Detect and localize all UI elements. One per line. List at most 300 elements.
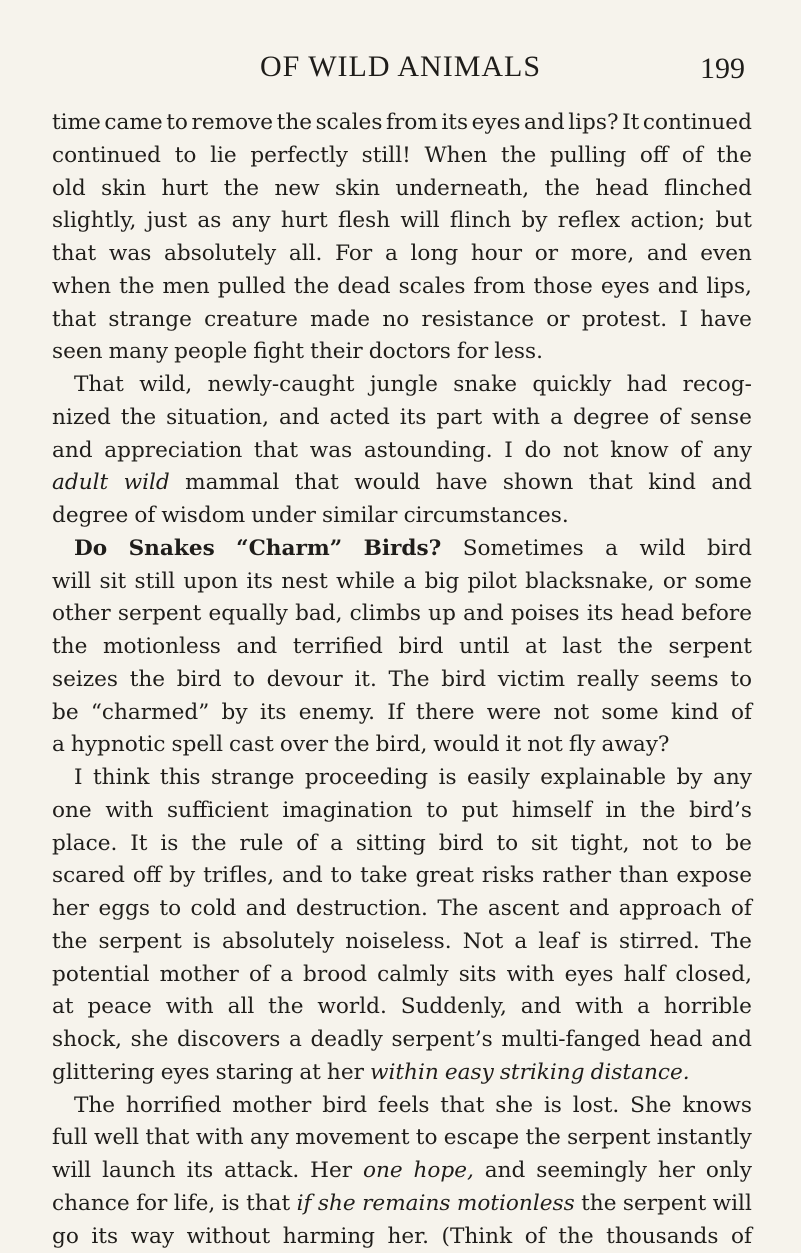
word: place.: [52, 828, 117, 861]
word: before: [681, 598, 752, 631]
word: that: [246, 1188, 290, 1221]
word: and: [246, 893, 287, 926]
word: the: [545, 173, 580, 206]
word: multi-fanged: [501, 1024, 640, 1057]
word: discovers: [177, 1024, 280, 1057]
text-line: [52, 402, 752, 435]
word: many: [109, 336, 168, 369]
word: her: [658, 1155, 695, 1188]
word: sit: [100, 566, 127, 599]
word: is: [544, 1090, 562, 1123]
word: and: [521, 991, 562, 1024]
word: by: [521, 205, 547, 238]
word: her.: [388, 1221, 430, 1253]
word: but: [716, 205, 752, 238]
word: the: [581, 1188, 616, 1221]
word: there: [416, 697, 474, 730]
word: with: [105, 795, 153, 828]
word: resistance: [422, 304, 535, 337]
word: The: [74, 1090, 115, 1123]
word: to: [175, 140, 197, 173]
word: that: [145, 1122, 189, 1155]
word: think: [93, 762, 149, 795]
word: destruction.: [296, 893, 428, 926]
word: reflex: [558, 205, 620, 238]
word: some: [695, 566, 752, 599]
word: the: [558, 1221, 593, 1253]
text-line: [52, 664, 752, 697]
word: and: [647, 238, 688, 271]
word: imagination: [282, 795, 412, 828]
word: motionless: [103, 631, 221, 664]
text-line: [52, 467, 752, 500]
word: Do: [74, 533, 107, 566]
word: was: [310, 435, 352, 468]
word: or: [663, 566, 686, 599]
text-line: [52, 205, 752, 238]
word: will: [400, 205, 439, 238]
word: is: [193, 926, 211, 959]
word: the: [501, 140, 536, 173]
word: For: [335, 238, 372, 271]
word: protest.: [582, 304, 667, 337]
word: and: [711, 467, 752, 500]
text-line: [52, 238, 752, 271]
word: the: [119, 271, 154, 304]
word: hope,: [414, 1155, 474, 1188]
word: a: [403, 566, 416, 599]
word: eyes: [565, 959, 614, 992]
word: horrified: [126, 1090, 221, 1123]
word: sufficient: [167, 795, 269, 828]
word: to: [331, 860, 353, 893]
word: harming: [283, 1221, 375, 1253]
word: the: [334, 729, 369, 762]
word: still!: [362, 140, 411, 173]
word: terrified: [293, 631, 383, 664]
word: flesh: [338, 205, 390, 238]
word: were: [487, 697, 541, 730]
text-line: [52, 271, 752, 304]
word: the: [52, 926, 87, 959]
word: she: [131, 1024, 169, 1057]
word: flinched: [664, 173, 752, 206]
word: really: [577, 664, 639, 697]
word: a: [52, 729, 65, 762]
word: climbs: [350, 598, 421, 631]
word: will: [52, 566, 91, 599]
word: nized: [52, 402, 111, 435]
word: It: [622, 107, 639, 140]
word: not: [553, 697, 589, 730]
word: snake: [453, 369, 517, 402]
word: big: [425, 566, 460, 599]
word: seizes: [52, 664, 118, 697]
word: easy: [445, 1057, 494, 1090]
word: of: [731, 893, 752, 926]
word: easily: [467, 762, 530, 795]
word: mammal: [185, 467, 279, 500]
word: of: [296, 828, 317, 861]
word: the: [294, 271, 329, 304]
word: a: [289, 1024, 302, 1057]
word: escape: [444, 1122, 519, 1155]
word: know: [610, 435, 668, 468]
word: people: [174, 336, 247, 369]
text-line: [52, 1221, 752, 1253]
text-line: [52, 893, 752, 926]
word: all: [228, 991, 255, 1024]
text-line: [52, 1057, 752, 1090]
text-line: [52, 533, 752, 566]
word: the: [525, 1122, 560, 1155]
word: brood: [303, 959, 367, 992]
word: to: [496, 828, 518, 861]
text-line: [52, 697, 752, 730]
word: hurt: [281, 205, 328, 238]
word: no: [382, 304, 409, 337]
text-line: [52, 369, 752, 402]
word: hour: [471, 238, 522, 271]
word: risks: [482, 860, 534, 893]
word: life,: [174, 1188, 215, 1221]
word: action;: [630, 205, 705, 238]
text-line: [52, 926, 752, 959]
word: a: [637, 991, 650, 1024]
word: that: [52, 304, 96, 337]
word: away?: [602, 729, 670, 762]
word: a: [605, 533, 618, 566]
word: of: [659, 402, 680, 435]
word: had: [627, 369, 668, 402]
word: that: [295, 467, 339, 500]
word: when: [52, 271, 111, 304]
word: perfectly: [250, 140, 348, 173]
word: equally: [208, 598, 287, 631]
word: When: [424, 140, 487, 173]
word: with: [166, 991, 214, 1024]
text-line: [52, 566, 752, 599]
word: for: [136, 1188, 167, 1221]
word: any: [250, 1122, 289, 1155]
word: pulling: [550, 140, 626, 173]
word: last: [562, 631, 602, 664]
word: I: [74, 762, 83, 795]
word: put: [462, 795, 498, 828]
text-line: [52, 828, 752, 861]
running-title: OF WILD ANIMALS: [0, 50, 801, 84]
word: is: [222, 1188, 240, 1221]
word: the: [224, 173, 259, 206]
word: bird’s: [689, 795, 752, 828]
word: motionless: [457, 1188, 575, 1221]
word: the: [130, 664, 165, 697]
word: thousands: [606, 1221, 718, 1253]
word: seemingly: [536, 1155, 647, 1188]
word: The: [437, 893, 478, 926]
word: similar: [322, 500, 397, 533]
word: wisdom: [161, 500, 245, 533]
word: will: [52, 1155, 91, 1188]
text-line: [52, 1155, 752, 1188]
word: by: [676, 762, 702, 795]
text-line: [52, 1024, 752, 1057]
word: if: [297, 1188, 312, 1221]
word: its: [187, 1155, 214, 1188]
word: the: [121, 402, 156, 435]
word: serpent’s: [391, 1024, 492, 1057]
word: instantly: [657, 1122, 752, 1155]
word: less.: [494, 336, 543, 369]
word: in: [606, 795, 627, 828]
word: attack.: [224, 1155, 299, 1188]
word: not: [527, 729, 563, 762]
word: with: [575, 991, 623, 1024]
word: scared: [52, 860, 125, 893]
word: came: [104, 107, 162, 140]
word: situation,: [166, 402, 269, 435]
word: lips,: [706, 271, 752, 304]
word: not: [563, 435, 599, 468]
word: head: [649, 1024, 702, 1057]
word: any: [713, 435, 752, 468]
word: the: [717, 140, 752, 173]
word: wild,: [139, 369, 192, 402]
word: newly-caught: [208, 369, 355, 402]
word: serpent: [118, 598, 201, 631]
word: the: [268, 991, 303, 1024]
word: do: [524, 435, 551, 468]
text-line: [52, 991, 752, 1024]
word: or: [535, 238, 558, 271]
word: its: [587, 598, 614, 631]
word: of: [525, 1221, 546, 1253]
word: a: [550, 402, 563, 435]
word: to: [730, 664, 752, 697]
word: with: [492, 402, 540, 435]
word: kind: [671, 697, 719, 730]
word: and: [282, 860, 323, 893]
word: potential: [52, 959, 150, 992]
word: kind: [648, 467, 696, 500]
text-line: [52, 598, 752, 631]
word: Sometimes: [463, 533, 584, 566]
word: explainable: [540, 762, 666, 795]
text-line: [52, 1188, 752, 1221]
word: that: [589, 467, 633, 500]
running-head: [0, 50, 801, 90]
word: Suddenly,: [401, 991, 507, 1024]
text-line: [52, 631, 752, 664]
word: to: [416, 1122, 438, 1155]
text-line: [52, 435, 752, 468]
word: up: [428, 598, 456, 631]
word: great: [415, 860, 473, 893]
text-line: [52, 795, 752, 828]
word: ascent: [488, 893, 559, 926]
word: off: [640, 140, 668, 173]
word: acted: [330, 402, 390, 435]
word: world.: [317, 991, 386, 1024]
word: degree: [573, 402, 649, 435]
word: head: [595, 173, 648, 206]
word: by: [222, 697, 248, 730]
word: bird: [439, 828, 484, 861]
word: not: [642, 828, 678, 861]
page-number: 199: [700, 52, 745, 86]
word: all.: [289, 238, 323, 271]
word: seems: [650, 664, 718, 697]
word: bird: [177, 664, 222, 697]
word: recog-: [683, 369, 752, 402]
word: flinch: [450, 205, 511, 238]
word: slightly,: [52, 205, 136, 238]
word: to: [166, 107, 188, 140]
word: one: [52, 795, 92, 828]
word: was: [109, 238, 151, 271]
word: more,: [571, 238, 634, 271]
word: any: [713, 762, 752, 795]
word: astounding.: [364, 435, 493, 468]
word: calmly: [377, 959, 448, 992]
word: at: [52, 991, 74, 1024]
word: off: [133, 860, 161, 893]
word: wild: [639, 533, 685, 566]
word: and: [485, 1155, 526, 1188]
word: at: [299, 1057, 321, 1090]
word: time: [52, 107, 101, 140]
word: with: [196, 1122, 244, 1155]
word: trifles,: [203, 860, 274, 893]
word: over: [280, 729, 328, 762]
word: cold: [191, 893, 237, 926]
text-line: [52, 959, 752, 992]
word: of: [731, 697, 752, 730]
word: knows: [682, 1090, 752, 1123]
word: doctors: [369, 336, 451, 369]
word: its: [441, 107, 468, 140]
word: bird: [322, 1090, 367, 1123]
text-line: [52, 140, 752, 173]
word: serpent: [98, 926, 181, 959]
word: remove: [192, 107, 274, 140]
word: be: [52, 697, 79, 730]
word: quickly: [532, 369, 611, 402]
word: for: [457, 336, 488, 369]
word: take: [360, 860, 407, 893]
word: poises: [511, 598, 580, 631]
word: of: [134, 500, 155, 533]
word: and: [463, 598, 504, 631]
word: some: [601, 697, 658, 730]
word: the: [640, 795, 675, 828]
word: her: [52, 893, 89, 926]
word: staring: [216, 1057, 294, 1090]
word: by: [169, 860, 195, 893]
word: its: [246, 566, 273, 599]
word: Her: [310, 1155, 352, 1188]
word: She: [630, 1090, 671, 1123]
word: to: [159, 893, 181, 926]
word: eyes: [472, 107, 521, 140]
word: striking: [500, 1057, 585, 1090]
word: noiseless.: [345, 926, 451, 959]
word: pilot: [468, 566, 517, 599]
word: peace: [87, 991, 151, 1024]
word: will: [713, 1188, 752, 1221]
word: Not: [463, 926, 504, 959]
word: of: [249, 959, 270, 992]
word: “Charm”: [236, 533, 342, 566]
word: the: [52, 631, 87, 664]
word: hypnotic: [71, 729, 166, 762]
word: long: [411, 238, 459, 271]
word: other: [52, 598, 111, 631]
word: from: [474, 271, 526, 304]
word: the: [618, 631, 653, 664]
word: rather: [542, 860, 611, 893]
word: dead: [337, 271, 390, 304]
word: upon: [183, 566, 238, 599]
word: a: [330, 828, 343, 861]
word: eyes: [161, 1057, 210, 1090]
word: and: [524, 107, 565, 140]
word: than: [619, 860, 668, 893]
text-line: [52, 304, 752, 337]
word: distance.: [591, 1057, 690, 1090]
word: It: [130, 828, 147, 861]
text-line: [52, 762, 752, 795]
word: fight: [253, 336, 304, 369]
word: of: [682, 140, 703, 173]
word: is: [590, 926, 608, 959]
word: go: [52, 1221, 79, 1253]
word: have: [700, 304, 752, 337]
word: the: [191, 828, 226, 861]
word: remains: [362, 1188, 450, 1221]
word: its: [91, 1221, 118, 1253]
word: its: [260, 697, 287, 730]
word: and: [569, 893, 610, 926]
word: himself: [512, 795, 592, 828]
word: tight,: [571, 828, 630, 861]
word: closed,: [675, 959, 752, 992]
word: bird: [707, 533, 752, 566]
word: and: [52, 435, 93, 468]
text-line: [52, 1090, 752, 1123]
word: its: [400, 402, 427, 435]
text-line: [52, 1122, 752, 1155]
word: skin: [335, 173, 380, 206]
word: half: [624, 959, 666, 992]
word: under: [251, 500, 316, 533]
word: deadly: [310, 1024, 382, 1057]
word: Snakes: [129, 533, 215, 566]
word: underneath,: [395, 173, 529, 206]
word: to: [426, 795, 448, 828]
word: and: [237, 631, 278, 664]
word: it: [506, 729, 522, 762]
word: and: [711, 1024, 752, 1057]
word: within: [370, 1057, 439, 1090]
word: that: [440, 1090, 484, 1123]
text-line: [52, 860, 752, 893]
word: at: [525, 631, 547, 664]
text-line: [52, 336, 752, 369]
text-line: [52, 500, 752, 533]
word: sits: [459, 959, 497, 992]
word: nest: [281, 566, 327, 599]
